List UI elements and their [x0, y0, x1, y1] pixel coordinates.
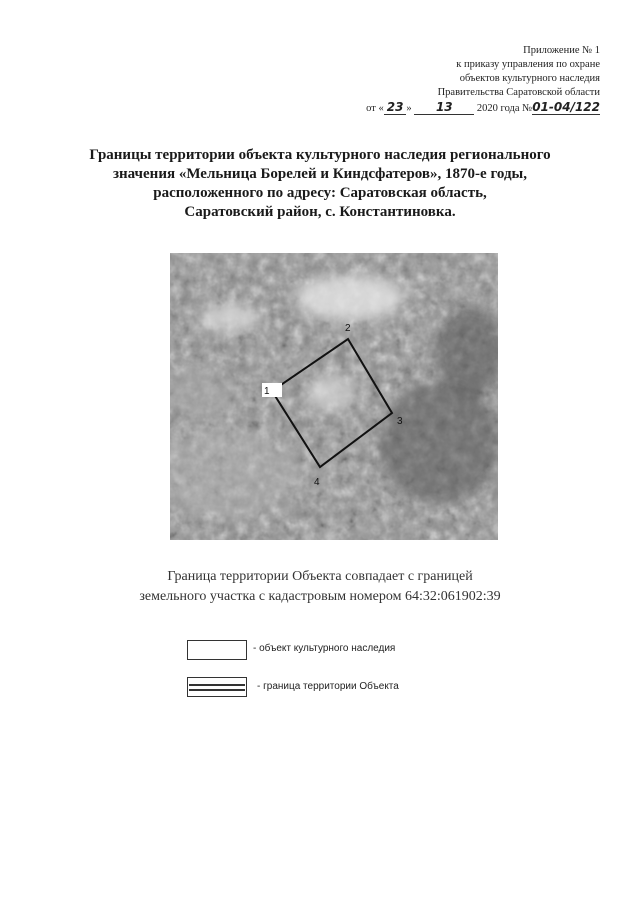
appendix-date-line: [360, 100, 600, 116]
legend-heritage-label: - объект культурного наследия: [253, 643, 396, 654]
date-month: 13: [414, 100, 474, 115]
map-svg: [170, 253, 498, 540]
point-label-4: 4: [314, 477, 320, 488]
date-day: 23: [384, 100, 407, 115]
appendix-line-4: Правительства Саратовской области: [437, 87, 600, 98]
point-label-2: 2: [345, 323, 351, 334]
title-line-4: Саратовский район, с. Константиновка.: [184, 204, 456, 220]
date-mid: »: [406, 103, 412, 114]
legend-heritage-swatch: [187, 640, 247, 660]
date-prefix: от «: [366, 103, 384, 114]
title-line-3: расположенного по адресу: Саратовская область,: [153, 185, 487, 201]
point-label-3: 3: [397, 416, 403, 427]
caption-line-1: Граница территории Объекта совпадает с границей: [167, 569, 473, 584]
caption-line-2: земельного участка с кадастровым номером 64:32:061902:39: [139, 589, 501, 604]
appendix-line-2: к приказу управления по охране: [456, 59, 600, 70]
order-number: 01-04/122: [532, 100, 600, 114]
document-title: [60, 146, 580, 222]
caption: [100, 567, 540, 607]
title-line-2: значения «Мельница Борелей и Киндсфатеров», 1870-е годы,: [112, 166, 527, 182]
appendix-block: [360, 44, 600, 116]
appendix-line-1: Приложение № 1: [523, 45, 600, 56]
appendix-line-3: объектов культурного наследия: [459, 73, 600, 84]
legend-boundary-swatch: [187, 677, 247, 697]
legend-boundary-label: - граница территории Объекта: [257, 681, 399, 692]
point-label-1: 1: [264, 386, 270, 397]
title-line-1: Границы территории объекта культурного наследия регионального: [89, 147, 551, 163]
date-year: 2020 года №: [476, 103, 533, 114]
satellite-map: [170, 253, 498, 540]
